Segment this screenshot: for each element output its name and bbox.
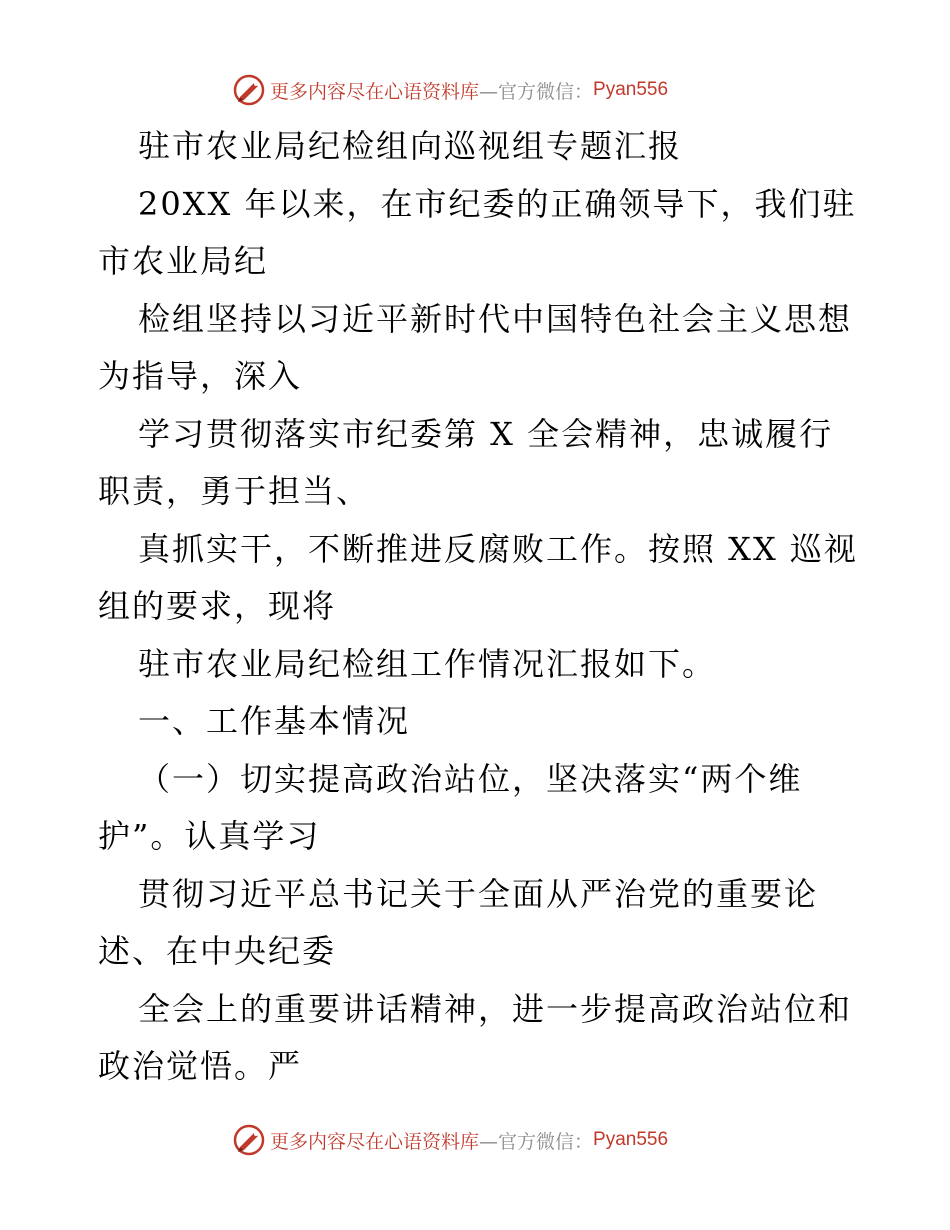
pen-logo-icon: [232, 73, 266, 107]
paragraph-line: 学习贯彻落实市纪委第 X 全会精神，忠诚履行: [138, 414, 834, 453]
watermark-brand-text: 更多内容尽在心语资料库: [270, 1130, 480, 1153]
subsection-heading: （一）切实提高政治站位，坚决落实“两个维: [138, 759, 803, 798]
section-heading: 一、工作基本情况: [138, 702, 411, 740]
watermark-label-text: —官方微信：: [479, 80, 594, 103]
watermark-header: [232, 72, 668, 108]
paragraph-line: 市农业局纪: [98, 242, 269, 280]
paragraph-line: 真抓实干，不断推进反腐败工作。按照 XX 巡视: [138, 529, 858, 568]
document-title: 驻市农业局纪检组向巡视组专题汇报: [138, 127, 683, 165]
paragraph-line: 政治觉悟。严: [98, 1047, 303, 1085]
paragraph-line: 全会上的重要讲话精神，进一步提高政治站位和: [138, 989, 853, 1028]
watermark-id-text: Pyan556: [593, 1129, 669, 1150]
paragraph-line: 述、在中央纪委: [98, 932, 337, 970]
paragraph-line: 组的要求，现将: [98, 587, 337, 625]
watermark-label-text: —官方微信：: [479, 1130, 594, 1153]
document-body: [98, 118, 858, 1096]
watermark-brand-text: 更多内容尽在心语资料库: [270, 80, 480, 103]
paragraph-line: 20XX 年以来，在市纪委的正确领导下，我们驻: [138, 184, 857, 223]
watermark-id-text: Pyan556: [593, 79, 669, 100]
paragraph-line: 为指导，深入: [98, 357, 303, 395]
paragraph-line: 检组坚持以习近平新时代中国特色社会主义思想: [138, 299, 853, 338]
paragraph-line: 贯彻习近平总书记关于全面从严治党的重要论: [138, 874, 819, 913]
watermark-footer: [232, 1122, 668, 1158]
paragraph-line: 职责，勇于担当、: [98, 472, 371, 510]
pen-logo-icon: [232, 1123, 266, 1157]
paragraph-line: 护”。认真学习: [98, 817, 321, 855]
paragraph-line: 驻市农业局纪检组工作情况汇报如下。: [138, 644, 717, 683]
